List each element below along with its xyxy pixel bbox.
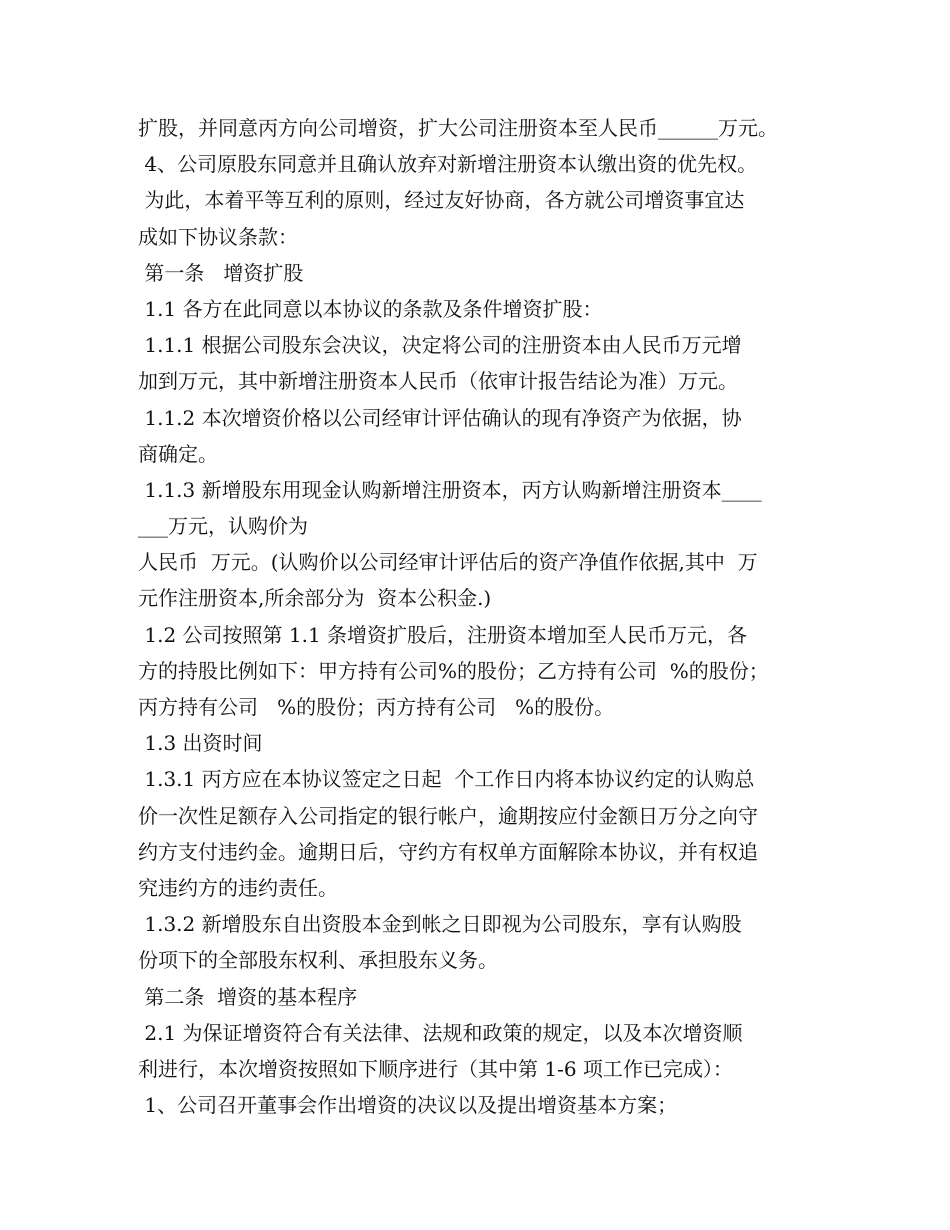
text-line: 元作注册资本,所余部分为 资本公积金.)	[138, 586, 492, 611]
text-line: 份项下的全部股东权利、承担股东义务。	[138, 948, 498, 973]
text-line: 1.1.2 本次增资价格以公司经审计评估确认的现有净资产为依据，协	[138, 405, 742, 430]
agreement-body-text	[138, 110, 828, 1123]
text-line: 2.1 为保证增资符合有关法律、法规和政策的规定，以及本次增资顺	[138, 1020, 743, 1045]
text-line: 1.1 各方在此同意以本协议的条款及条件增资扩股：	[138, 296, 603, 321]
text-line: 人民币 万元。(认购价以公司经审计评估后的资产净值作依据,其中 万	[138, 550, 758, 575]
section-heading-article-1: 第一条 增资扩股	[138, 260, 304, 285]
text-line: 1.3 出资时间	[138, 731, 263, 756]
text-line: 加到万元，其中新增注册资本人民币（依审计报告结论为准）万元。	[138, 369, 738, 394]
text-line: 4、公司原股东同意并且确认放弃对新增注册资本认缴出资的优先权。	[138, 152, 758, 177]
text-line: 1.2 公司按照第 1.1 条增资扩股后，注册资本增加至人民币万元，各	[138, 622, 748, 647]
text-line: 约方支付违约金。逾期日后，守约方有权单方面解除本协议，并有权追	[138, 839, 758, 864]
text-line: 成如下协议条款：	[138, 224, 298, 249]
text-line: 利进行，本次增资按照如下顺序进行（其中第 1-6 项工作已完成）：	[138, 1056, 733, 1081]
text-line: 价一次性足额存入公司指定的银行帐户，逾期按应付金额日万分之向守	[138, 803, 758, 828]
text-line: 究违约方的违约责任。	[138, 875, 338, 900]
section-heading-article-2: 第二条 增资的基本程序	[138, 984, 358, 1009]
text-line: 1.1.3 新增股东用现金认购新增注册资本，丙方认购新增注册资本____	[138, 477, 762, 502]
text-line: 1.3.1 丙方应在本协议签定之日起 个工作日内将本协议约定的认购总	[138, 767, 755, 792]
text-line: 为此，本着平等互利的原则，经过友好协商，各方就公司增资事宜达	[138, 188, 745, 213]
text-line: ___万元，认购价为	[138, 514, 308, 539]
text-line: 扩股，并同意丙方向公司增资，扩大公司注册资本至人民币______万元。	[138, 116, 778, 140]
text-line: 1.1.1 根据公司股东会决议，决定将公司的注册资本由人民币万元增	[138, 333, 742, 358]
text-line: 方的持股比例如下：甲方持有公司%的股份；乙方持有公司 %的股份；	[138, 658, 769, 683]
text-line: 丙方持有公司 %的股份；丙方持有公司 %的股份。	[138, 695, 615, 719]
text-line: 商确定。	[138, 441, 218, 466]
text-line: 1.3.2 新增股东自出资股本金到帐之日即视为公司股东，享有认购股	[138, 912, 742, 937]
text-line: 1、公司召开董事会作出增资的决议以及提出增资基本方案；	[138, 1093, 678, 1118]
